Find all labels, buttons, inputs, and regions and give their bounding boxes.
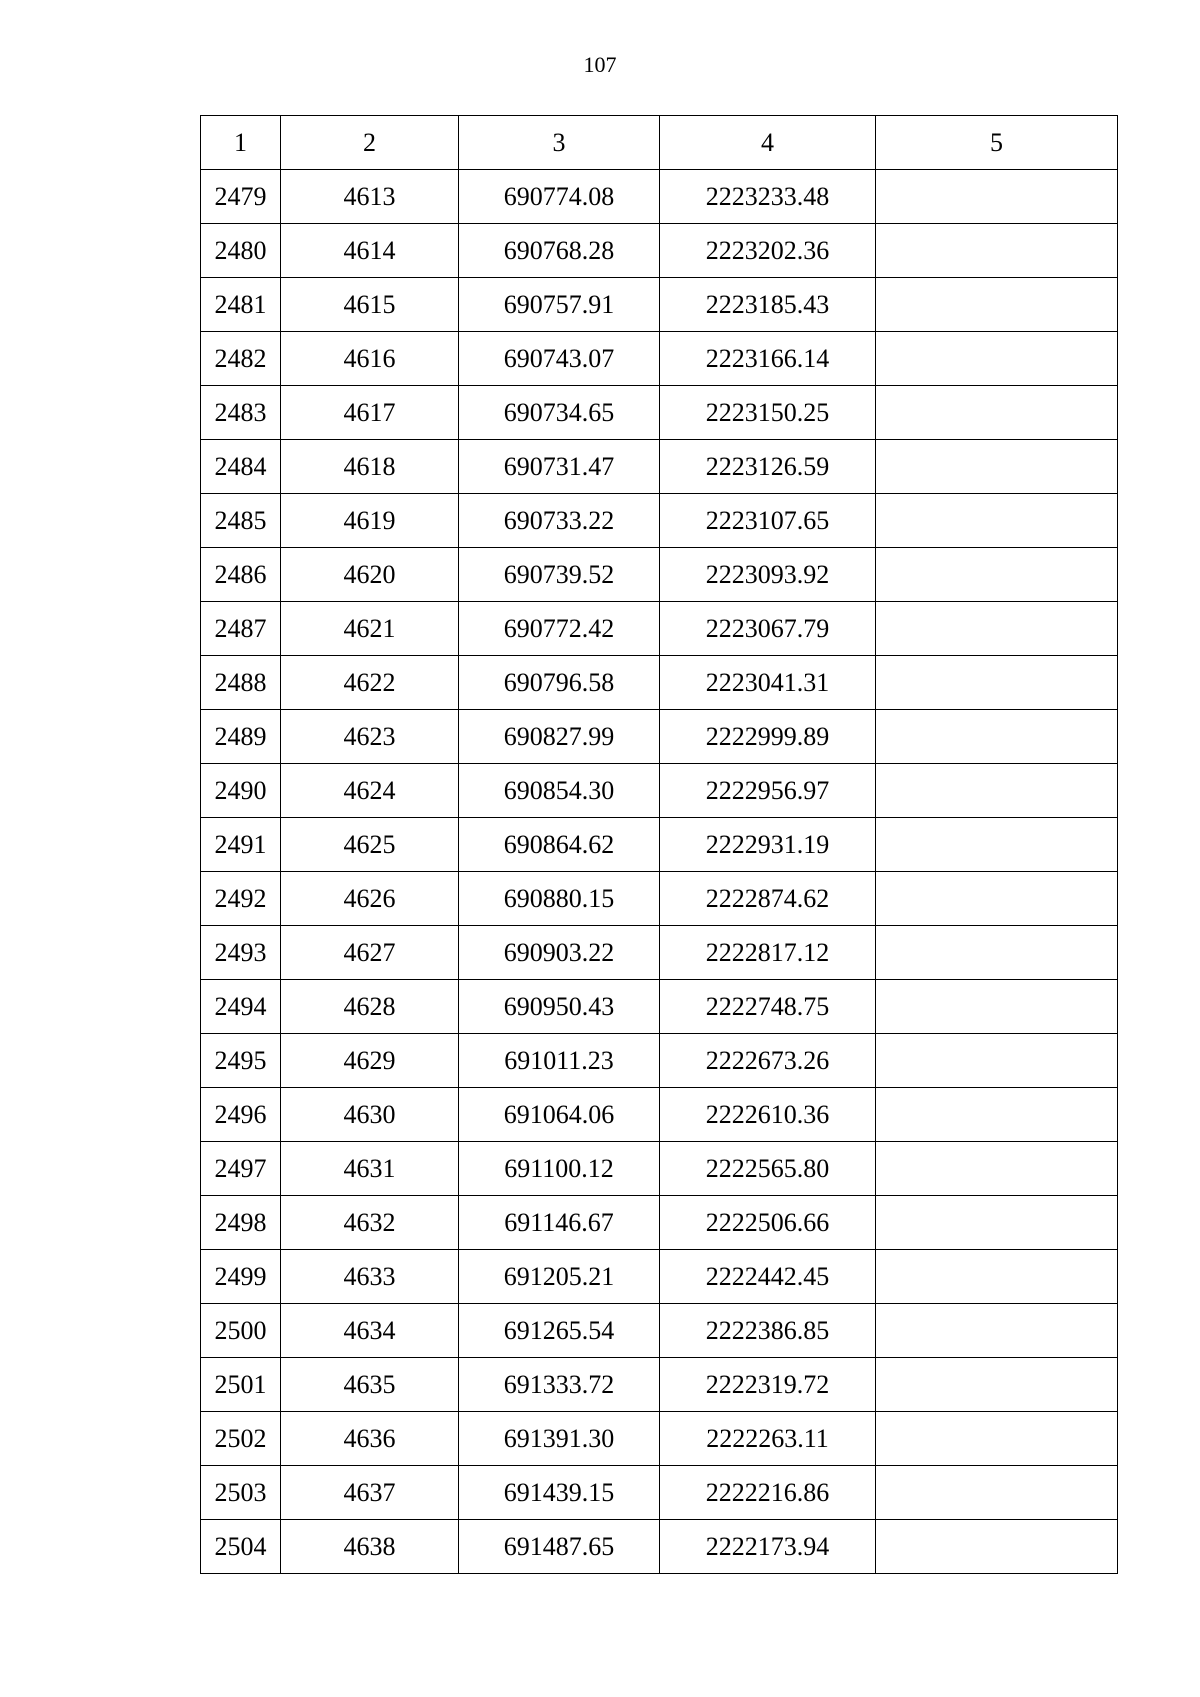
note-cell xyxy=(876,440,1118,494)
row-number-cell: 2489 xyxy=(201,710,281,764)
note-cell xyxy=(876,1196,1118,1250)
x-coordinate-cell: 691100.12 xyxy=(459,1142,660,1196)
y-coordinate-cell: 2222565.80 xyxy=(660,1142,876,1196)
y-coordinate-cell: 2222442.45 xyxy=(660,1250,876,1304)
note-cell xyxy=(876,170,1118,224)
row-number-cell: 2491 xyxy=(201,818,281,872)
table-row xyxy=(201,1358,1118,1412)
table-row xyxy=(201,602,1118,656)
table-row xyxy=(201,278,1118,332)
y-coordinate-cell: 2223202.36 xyxy=(660,224,876,278)
row-number-cell: 2488 xyxy=(201,656,281,710)
x-coordinate-cell: 690743.07 xyxy=(459,332,660,386)
note-cell xyxy=(876,494,1118,548)
row-number-cell: 2487 xyxy=(201,602,281,656)
note-cell xyxy=(876,602,1118,656)
table-row xyxy=(201,440,1118,494)
y-coordinate-cell: 2223107.65 xyxy=(660,494,876,548)
x-coordinate-cell: 690739.52 xyxy=(459,548,660,602)
y-coordinate-cell: 2222673.26 xyxy=(660,1034,876,1088)
point-number-cell: 4613 xyxy=(281,170,459,224)
y-coordinate-cell: 2222931.19 xyxy=(660,818,876,872)
x-coordinate-cell: 691439.15 xyxy=(459,1466,660,1520)
column-header: 2 xyxy=(281,116,459,170)
point-number-cell: 4629 xyxy=(281,1034,459,1088)
x-coordinate-cell: 691487.65 xyxy=(459,1520,660,1574)
x-coordinate-cell: 691064.06 xyxy=(459,1088,660,1142)
note-cell xyxy=(876,332,1118,386)
column-header: 4 xyxy=(660,116,876,170)
x-coordinate-cell: 690827.99 xyxy=(459,710,660,764)
table-row xyxy=(201,1088,1118,1142)
y-coordinate-cell: 2222956.97 xyxy=(660,764,876,818)
y-coordinate-cell: 2223233.48 xyxy=(660,170,876,224)
table-row xyxy=(201,494,1118,548)
table-row xyxy=(201,710,1118,764)
note-cell xyxy=(876,872,1118,926)
y-coordinate-cell: 2222216.86 xyxy=(660,1466,876,1520)
row-number-cell: 2498 xyxy=(201,1196,281,1250)
y-coordinate-cell: 2222748.75 xyxy=(660,980,876,1034)
y-coordinate-cell: 2223126.59 xyxy=(660,440,876,494)
x-coordinate-cell: 691011.23 xyxy=(459,1034,660,1088)
x-coordinate-cell: 690774.08 xyxy=(459,170,660,224)
row-number-cell: 2486 xyxy=(201,548,281,602)
y-coordinate-cell: 2223041.31 xyxy=(660,656,876,710)
x-coordinate-cell: 690768.28 xyxy=(459,224,660,278)
table-row xyxy=(201,656,1118,710)
note-cell xyxy=(876,1520,1118,1574)
row-number-cell: 2496 xyxy=(201,1088,281,1142)
note-cell xyxy=(876,224,1118,278)
row-number-cell: 2485 xyxy=(201,494,281,548)
table-header-row xyxy=(201,116,1118,170)
table-row xyxy=(201,1466,1118,1520)
x-coordinate-cell: 690880.15 xyxy=(459,872,660,926)
x-coordinate-cell: 690734.65 xyxy=(459,386,660,440)
row-number-cell: 2497 xyxy=(201,1142,281,1196)
table-body xyxy=(201,116,1118,1574)
point-number-cell: 4621 xyxy=(281,602,459,656)
point-number-cell: 4619 xyxy=(281,494,459,548)
note-cell xyxy=(876,1088,1118,1142)
point-number-cell: 4630 xyxy=(281,1088,459,1142)
row-number-cell: 2500 xyxy=(201,1304,281,1358)
point-number-cell: 4625 xyxy=(281,818,459,872)
point-number-cell: 4634 xyxy=(281,1304,459,1358)
row-number-cell: 2490 xyxy=(201,764,281,818)
point-number-cell: 4615 xyxy=(281,278,459,332)
row-number-cell: 2503 xyxy=(201,1466,281,1520)
y-coordinate-cell: 2222999.89 xyxy=(660,710,876,764)
table-row xyxy=(201,1412,1118,1466)
table-row xyxy=(201,1142,1118,1196)
point-number-cell: 4614 xyxy=(281,224,459,278)
table-row xyxy=(201,332,1118,386)
point-number-cell: 4618 xyxy=(281,440,459,494)
x-coordinate-cell: 690796.58 xyxy=(459,656,660,710)
table-row xyxy=(201,1034,1118,1088)
note-cell xyxy=(876,1304,1118,1358)
row-number-cell: 2492 xyxy=(201,872,281,926)
y-coordinate-cell: 2222506.66 xyxy=(660,1196,876,1250)
note-cell xyxy=(876,980,1118,1034)
table-row xyxy=(201,1304,1118,1358)
note-cell xyxy=(876,656,1118,710)
point-number-cell: 4633 xyxy=(281,1250,459,1304)
x-coordinate-cell: 690733.22 xyxy=(459,494,660,548)
row-number-cell: 2499 xyxy=(201,1250,281,1304)
note-cell xyxy=(876,1142,1118,1196)
row-number-cell: 2504 xyxy=(201,1520,281,1574)
table-row xyxy=(201,1520,1118,1574)
note-cell xyxy=(876,278,1118,332)
x-coordinate-cell: 690903.22 xyxy=(459,926,660,980)
table-row xyxy=(201,1196,1118,1250)
point-number-cell: 4636 xyxy=(281,1412,459,1466)
column-header: 1 xyxy=(201,116,281,170)
point-number-cell: 4622 xyxy=(281,656,459,710)
note-cell xyxy=(876,1412,1118,1466)
note-cell xyxy=(876,926,1118,980)
row-number-cell: 2479 xyxy=(201,170,281,224)
point-number-cell: 4632 xyxy=(281,1196,459,1250)
x-coordinate-cell: 690950.43 xyxy=(459,980,660,1034)
row-number-cell: 2484 xyxy=(201,440,281,494)
y-coordinate-cell: 2222610.36 xyxy=(660,1088,876,1142)
column-header: 5 xyxy=(876,116,1118,170)
x-coordinate-cell: 691391.30 xyxy=(459,1412,660,1466)
note-cell xyxy=(876,710,1118,764)
point-number-cell: 4635 xyxy=(281,1358,459,1412)
table-row xyxy=(201,386,1118,440)
note-cell xyxy=(876,1034,1118,1088)
y-coordinate-cell: 2223150.25 xyxy=(660,386,876,440)
table-row xyxy=(201,764,1118,818)
x-coordinate-cell: 690757.91 xyxy=(459,278,660,332)
table-row xyxy=(201,980,1118,1034)
x-coordinate-cell: 691265.54 xyxy=(459,1304,660,1358)
x-coordinate-cell: 691333.72 xyxy=(459,1358,660,1412)
point-number-cell: 4638 xyxy=(281,1520,459,1574)
table-row xyxy=(201,872,1118,926)
row-number-cell: 2501 xyxy=(201,1358,281,1412)
x-coordinate-cell: 690864.62 xyxy=(459,818,660,872)
x-coordinate-cell: 690731.47 xyxy=(459,440,660,494)
table-row xyxy=(201,1250,1118,1304)
x-coordinate-cell: 691205.21 xyxy=(459,1250,660,1304)
x-coordinate-cell: 690854.30 xyxy=(459,764,660,818)
point-number-cell: 4628 xyxy=(281,980,459,1034)
y-coordinate-cell: 2222386.85 xyxy=(660,1304,876,1358)
point-number-cell: 4627 xyxy=(281,926,459,980)
table-row xyxy=(201,224,1118,278)
point-number-cell: 4617 xyxy=(281,386,459,440)
row-number-cell: 2480 xyxy=(201,224,281,278)
row-number-cell: 2495 xyxy=(201,1034,281,1088)
note-cell xyxy=(876,386,1118,440)
point-number-cell: 4631 xyxy=(281,1142,459,1196)
page-number: 107 xyxy=(583,52,617,77)
row-number-cell: 2494 xyxy=(201,980,281,1034)
column-header: 3 xyxy=(459,116,660,170)
y-coordinate-cell: 2223185.43 xyxy=(660,278,876,332)
table-row xyxy=(201,170,1118,224)
row-number-cell: 2502 xyxy=(201,1412,281,1466)
row-number-cell: 2482 xyxy=(201,332,281,386)
x-coordinate-cell: 690772.42 xyxy=(459,602,660,656)
y-coordinate-cell: 2222817.12 xyxy=(660,926,876,980)
y-coordinate-cell: 2223166.14 xyxy=(660,332,876,386)
y-coordinate-cell: 2222263.11 xyxy=(660,1412,876,1466)
x-coordinate-cell: 691146.67 xyxy=(459,1196,660,1250)
point-number-cell: 4616 xyxy=(281,332,459,386)
row-number-cell: 2493 xyxy=(201,926,281,980)
note-cell xyxy=(876,548,1118,602)
note-cell xyxy=(876,818,1118,872)
point-number-cell: 4626 xyxy=(281,872,459,926)
y-coordinate-cell: 2222874.62 xyxy=(660,872,876,926)
y-coordinate-cell: 2223067.79 xyxy=(660,602,876,656)
table-row xyxy=(201,818,1118,872)
point-number-cell: 4623 xyxy=(281,710,459,764)
point-number-cell: 4624 xyxy=(281,764,459,818)
note-cell xyxy=(876,764,1118,818)
point-number-cell: 4620 xyxy=(281,548,459,602)
y-coordinate-cell: 2222319.72 xyxy=(660,1358,876,1412)
table-row xyxy=(201,548,1118,602)
coordinates-table xyxy=(200,115,1118,1574)
y-coordinate-cell: 2223093.92 xyxy=(660,548,876,602)
note-cell xyxy=(876,1466,1118,1520)
note-cell xyxy=(876,1358,1118,1412)
y-coordinate-cell: 2222173.94 xyxy=(660,1520,876,1574)
row-number-cell: 2483 xyxy=(201,386,281,440)
table-row xyxy=(201,926,1118,980)
point-number-cell: 4637 xyxy=(281,1466,459,1520)
row-number-cell: 2481 xyxy=(201,278,281,332)
note-cell xyxy=(876,1250,1118,1304)
